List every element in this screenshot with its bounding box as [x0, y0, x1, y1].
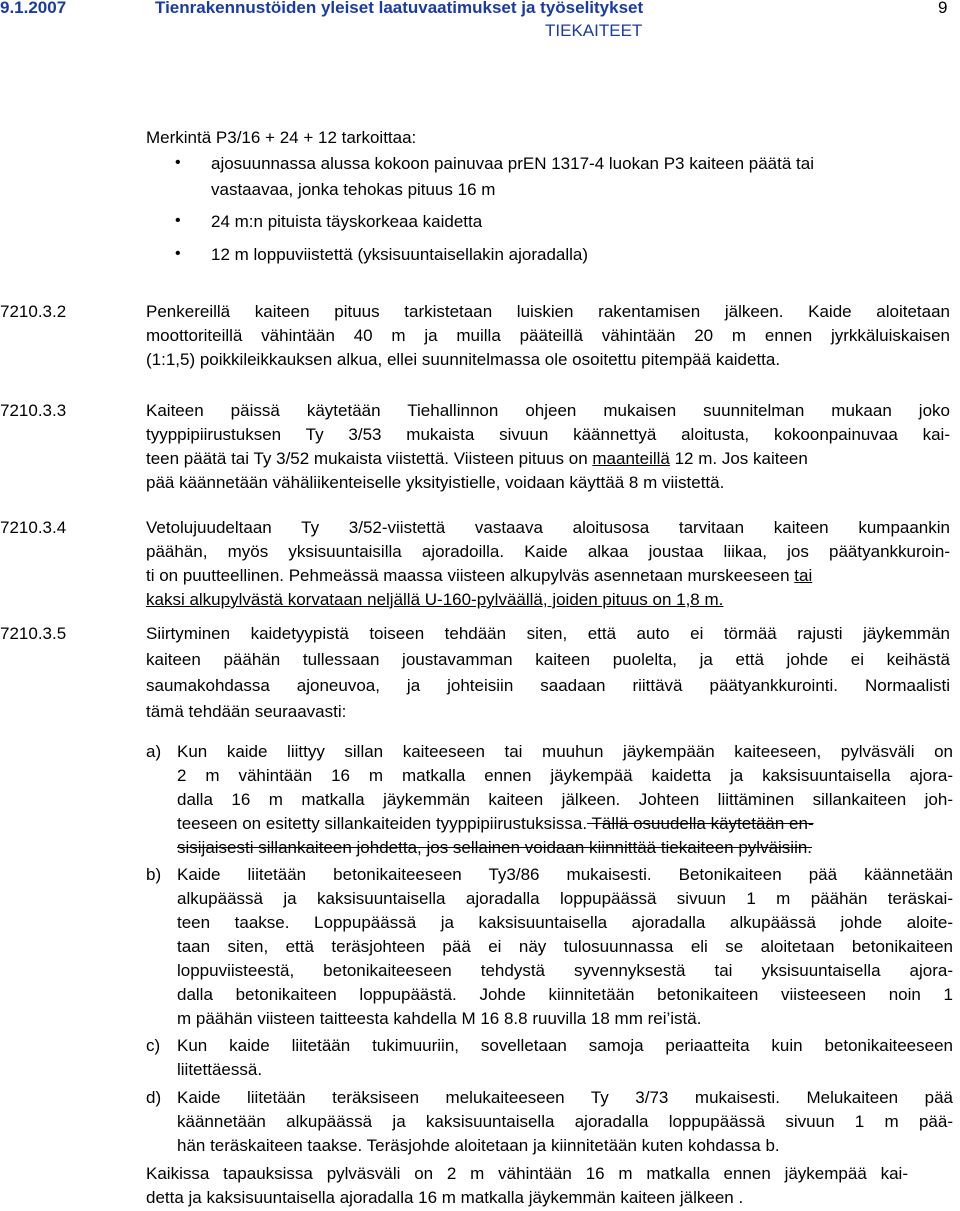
struck-text: sisijaisesti sillankaiteen johdetta, jos sellainen voidaan kiinnittää tiekaiteen pylväisiin.	[177, 838, 813, 857]
section-line: pää käännetään vähäliikenteiselle yksityistielle, voidaan käyttää 8 m viistettä.	[146, 473, 725, 492]
list-line	[177, 837, 812, 859]
list-line: teen taakse. Loppupäässä ja kaksisuuntaisella ajoradalla alkupäässä johde aloite-	[177, 913, 953, 932]
list-line: dalla 16 m matkalla jäykemmän kaiteen jälkeen. Johteen liittäminen sillankaiteen joh-	[177, 790, 953, 809]
section-line: Penkereillä kaiteen pituus tarkistetaan luiskien rakentamisen jälkeen. Kaide aloitetaan	[146, 302, 950, 321]
section-line: päähän, myös yksisuuntaisilla ajoradoilla. Kaide alkaa joustaa liikaa, jos päätyankkuroin-	[146, 542, 950, 561]
page-number: 9	[938, 0, 948, 17]
bullet-text: 24 m:n pituista täyskorkeaa kaidetta	[211, 212, 483, 231]
underlined-text: maanteillä	[592, 449, 670, 468]
header-title: Tienrakennustöiden yleiset laatuvaatimukset ja työselitykset	[155, 0, 644, 17]
section-line	[146, 589, 723, 611]
list-label: b)	[146, 865, 162, 884]
section-number: 7210.3.3	[0, 401, 67, 420]
struck-text: Tällä osuudella käytetään en-	[587, 814, 814, 833]
bullet-text: 12 m loppuviistettä (yksisuuntaisellakin ajoradalla)	[211, 245, 589, 264]
section-number: 7210.3.2	[0, 302, 67, 321]
list-line: teeseen on esitetty sillankaiteiden tyyppipiirustuksissa. Tällä osuudella käytetään en-	[177, 814, 814, 833]
list-line: Kaide liitetään betonikaiteeseen Ty3/86 mukaisesti. Betonikaiteen pää käännetään	[177, 865, 953, 884]
closing-line: detta ja kaksisuuntaisella ajoradalla 16 m matkalla jäykemmän kaiteen jälkeen .	[146, 1188, 744, 1207]
header-date: 9.1.2007	[0, 0, 67, 17]
list-line: hän teräskaiteen taakse. Teräsjohde aloitetaan ja kiinnitetään kuten kohdassa b.	[177, 1136, 780, 1155]
bullet-text: vastaavaa, jonka tehokas pituus 16 m	[211, 180, 496, 199]
list-line: alkupäässä ja kaksisuuntaisella ajoradalla loppupäässä sivuun 1 m päähän teräskai-	[177, 889, 953, 908]
bullet-dot: •	[175, 212, 181, 229]
section-line: ti on puutteellinen. Pehmeässä maassa viisteen alkupylväs asennetaan murskeeseen tai	[146, 566, 813, 585]
section-line: Vetolujuudeltaan Ty 3/52-viistettä vastaava aloitusosa tarvitaan kaiteen kumpaankin	[146, 518, 950, 537]
list-label: a)	[146, 742, 162, 761]
bullet-dot: •	[175, 245, 181, 262]
section-line: moottoriteillä vähintään 40 m ja muilla pääteillä vähintään 20 m ennen jyrkkäluiskaisen	[146, 326, 950, 345]
section-number: 7210.3.4	[0, 518, 67, 537]
list-line: loppuviisteestä, betonikaiteeseen tehdystä syvennyksestä tai yksisuuntaisella ajora-	[177, 961, 953, 980]
underlined-text: kaksi alkupylvästä korvataan neljällä U-160-pylväällä, joiden pituus on 1,8 m.	[146, 590, 724, 609]
section-line: (1:1,5) poikkileikkauksen alkua, ellei suunnitelmassa ole osoitettu pitempää kaidetta.	[146, 350, 781, 369]
section-line: teen päätä tai Ty 3/52 mukaista viistettä. Viisteen pituus on maanteillä 12 m. Jos kaiteen	[146, 449, 808, 468]
section-line: Siirtyminen kaidetyypistä toiseen tehdään siten, että auto ei törmää rajusti jäykemmän	[146, 624, 950, 643]
section-line: tämä tehdään seuraavasti:	[146, 702, 347, 721]
list-line: taan siten, että teräsjohteen pää ei näy tulosuunnassa eli se aloitetaan betonikaiteen	[177, 937, 953, 956]
list-line: dalla betonikaiteen loppupäästä. Johde kiinnitetään betonikaiteen viisteeseen noin 1	[177, 985, 953, 1004]
intro-heading: Merkintä P3/16 + 24 + 12 tarkoittaa:	[146, 128, 417, 147]
list-line: Kaide liitetään teräksiseen melukaiteeseen Ty 3/73 mukaisesti. Melukaiteen pää	[177, 1088, 953, 1107]
list-line: 2 m vähintään 16 m matkalla ennen jäykempää kaidetta ja kaksisuuntaisella ajora-	[177, 766, 953, 785]
section-line: Kaiteen päissä käytetään Tiehallinnon ohjeen mukaisen suunnitelman mukaan joko	[146, 401, 950, 420]
bullet-text: ajosuunnassa alussa kokoon painuvaa prEN 1317-4 luokan P3 kaiteen päätä tai	[211, 154, 814, 173]
section-line: tyyppipiirustuksen Ty 3/53 mukaista sivuun käännettyä aloitusta, kokoonpainuvaa kai-	[146, 425, 950, 444]
list-line: liitettäessä.	[177, 1060, 263, 1079]
underlined-text: tai	[794, 566, 813, 585]
list-label: d)	[146, 1088, 162, 1107]
list-label: c)	[146, 1036, 161, 1055]
closing-line: Kaikissa tapauksissa pylväsväli on 2 m vähintään 16 m matkalla ennen jäykempää kai-	[146, 1164, 908, 1183]
section-line: saumakohdassa ajoneuvoa, ja johteisiin saadaan riittävä päätyankkurointi. Normaalisti	[146, 676, 950, 695]
list-line: Kun kaide liittyy sillan kaiteeseen tai muuhun jäykempään kaiteeseen, pylväsväli on	[177, 742, 953, 761]
list-line: m päähän viisteen taitteesta kahdella M 16 8.8 ruuvilla 18 mm rei’istä.	[177, 1009, 702, 1028]
header-subtitle: TIEKAITEET	[545, 21, 643, 40]
bullet-dot: •	[175, 154, 181, 171]
list-line: käännetään alkupäässä ja kaksisuuntaisella ajoradalla loppupäässä sivuun 1 m pää-	[177, 1112, 953, 1131]
section-number: 7210.3.5	[0, 624, 67, 643]
section-line: kaiteen päähän tullessaan joustavamman kaiteen puolelta, ja että johde ei keihästä	[146, 650, 950, 669]
list-line: Kun kaide liitetään tukimuuriin, sovelletaan samoja periaatteita kuin betonikaiteeseen	[177, 1036, 953, 1055]
